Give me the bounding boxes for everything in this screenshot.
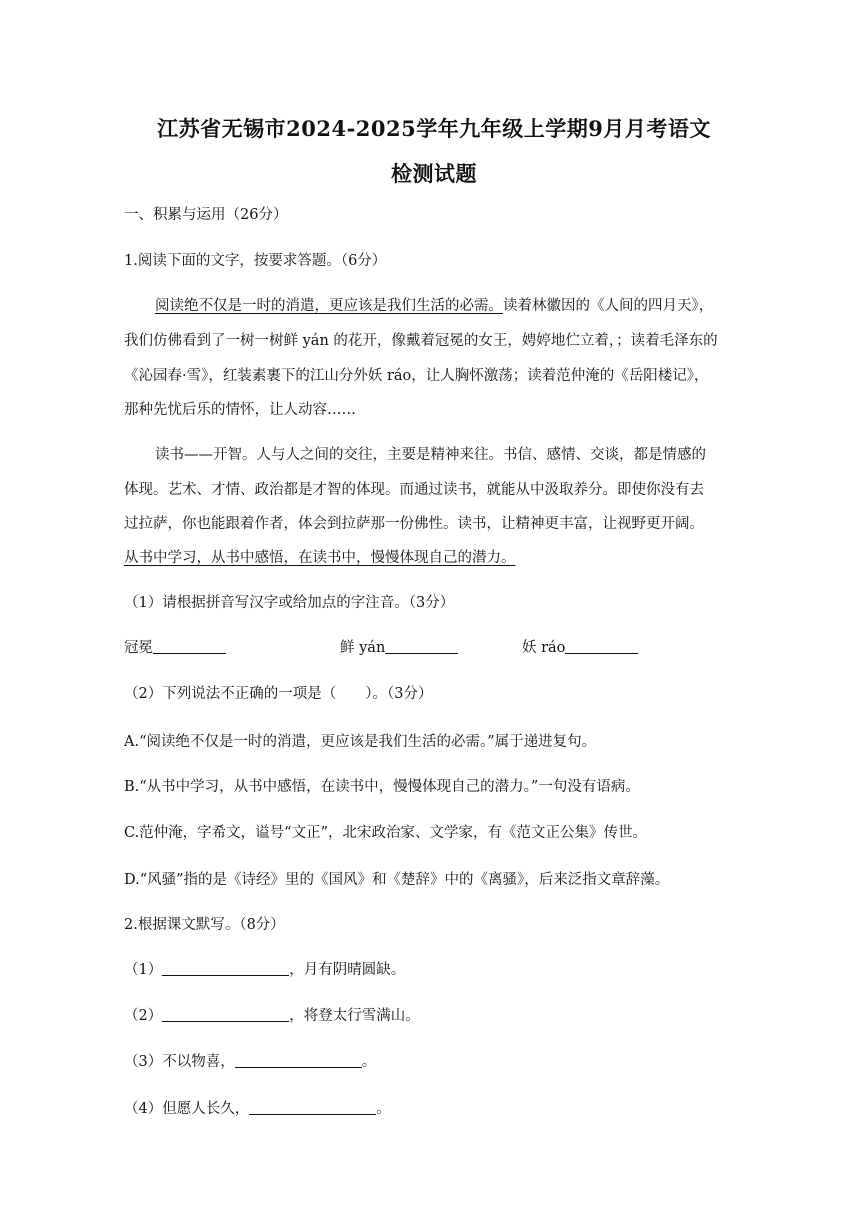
doc-title-line2: 检测试题 [391, 161, 477, 186]
answer-blank-row-3: 妖 ráo [522, 636, 638, 657]
passage-para1-line2: 我们仿佛看到了一树一树鲜 yán 的花开，像戴着冠冕的女王，娉婷地伫立着，；读着毛泽东的 [124, 333, 718, 349]
answer-blank[interactable] [385, 639, 458, 654]
option-b: B.“从书中学习，从书中感悟，在读书中，慢慢体现自己的潜力。”一句没有语病。 [124, 779, 640, 795]
answer-blank[interactable] [565, 639, 638, 654]
recitation-item-2: （2） ，将登太行雪满山。 [124, 1008, 420, 1024]
doc-title-line1: 江苏省无锡市2024-2025学年九年级上学期9月月考语文 [157, 116, 711, 141]
passage-para2-line3: 过拉萨，你也能跟着作者，体会到拉萨那一份佛性。读书，让精神更丰富，让视野更开阔。 [124, 516, 704, 532]
section-heading: 一、积累与运用（26分） [124, 207, 288, 223]
passage-para2-line1: 读书——开智。人与人之间的交往，主要是精神来往。书信、感情、交谈，都是情感的 [155, 447, 706, 463]
recitation-item-4: （4）但愿人长久， 。 [124, 1101, 391, 1117]
answer-blank[interactable] [249, 1100, 376, 1115]
passage-para2-line2: 体现。艺术、才情、政治都是才智的体现。而通过读书，就能从中汲取养分。即使你没有去 [124, 482, 704, 498]
answer-blank[interactable] [235, 1053, 362, 1068]
option-c: C.范仲淹，字希文，谥号“文正”，北宋政治家、文学家，有《范文正公集》传世。 [124, 825, 648, 841]
answer-blank-row-1: 冠冕 [124, 636, 226, 657]
sub-question-2: （2）下列说法不正确的一项是（ ）。（3分） [124, 686, 433, 702]
sub-question-1: （1）请根据拼音写汉字或给加点的字注音。（3分） [124, 595, 455, 611]
passage-para1-line4: 那种先忧后乐的情怀，让人动容…… [124, 402, 356, 418]
answer-blank-row-2: 鲜 yán [340, 636, 458, 657]
underlined-sentence-2: 从书中学习，从书中感悟，在读书中，慢慢体现自己的潜力。 [124, 550, 516, 566]
recitation-item-1: （1） ，月有阴晴圆缺。 [124, 962, 406, 978]
answer-blank[interactable] [162, 961, 289, 976]
option-a: A.“阅读绝不仅是一时的消遣，更应该是我们生活的必需。”属于递进复句。 [124, 734, 597, 750]
option-d: D.“风骚”指的是《诗经》里的《国风》和《楚辞》中的《离骚》，后来泛指文章辞藻。 [124, 872, 670, 888]
answer-blank[interactable] [162, 1007, 289, 1022]
answer-blank[interactable] [153, 639, 226, 654]
recitation-item-3: （3）不以物喜， 。 [124, 1054, 377, 1070]
underlined-sentence-1: 阅读绝不仅是一时的消遣，更应该是我们生活的必需。 [155, 298, 503, 314]
question-1-stem: 1.阅读下面的文字，按要求答题。（6分） [124, 253, 387, 269]
passage-para1-line3: 《沁园春·雪》，红装素裹下的江山分外妖 ráo，让人胸怀激荡；读着范仲淹的《岳阳楼记》， [124, 368, 709, 384]
passage-para1-line1: 阅读绝不仅是一时的消遣，更应该是我们生活的必需。读着林徽因的《人间的四月天》， [155, 298, 714, 314]
question-2-stem: 2.根据课文默写。（8分） [124, 917, 285, 933]
